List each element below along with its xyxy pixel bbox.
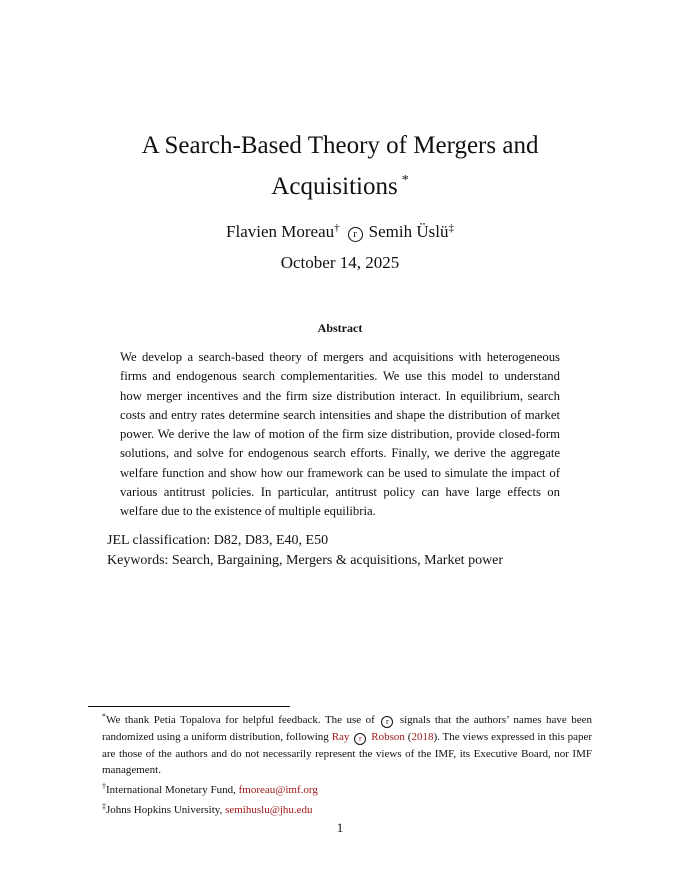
abstract-text: We develop a search-based theory of mergers and acquisitions with heterogeneous firms and endogenous search complementarities. We use this model to understand how merger incentives and the firm size distribution interact. In equilibrium, search costs and entry rates determine search intensities and shape the distribution of market power. We derive the law of motion of the firm size distribution, provide closed-form solutions, and solve for endogenous search efforts. Finally, we derive the aggregate welfare function and show how our framework can be used to simulate the impact of various antitrust policies. In particular, antitrust policy can have large effects on welfare due to the existence of multiple equilibria. <box>120 350 560 519</box>
footnote-ddagger-text: Johns Hopkins University, <box>106 803 223 816</box>
page-number: 1 <box>336 820 344 835</box>
footnote-star-text-c: The views expressed in this paper are those of the authors and do not necessarily represent the views of the IMF, its Executive Board, nor IMF management. <box>102 730 593 777</box>
footnote-star: *We thank Petia Topalova for helpful feedback. The use of r signals that the authors’ names have been randomized using a uniform distribution, following Ray r Robson (2018). The views expressed in this paper are those of the authors and do not necessarily represent the views of the IMF, its Executive Board, nor IMF management. <box>102 712 593 777</box>
footnote-ddagger <box>88 799 592 819</box>
citation-author-a: Ray <box>331 730 350 743</box>
footnote-rule <box>88 706 290 707</box>
footnote-star-mark: * <box>102 712 106 721</box>
footnote-star-text-a: We thank Petia Topalova for helpful feedback. The use of <box>106 714 375 726</box>
citation-link-ray-robson[interactable] <box>332 731 405 743</box>
title-line-2-text: Acquisitions <box>271 173 398 200</box>
footnotes <box>88 709 592 819</box>
randomized-order-icon: r <box>348 227 363 242</box>
paper-title <box>0 128 680 204</box>
footnote-dagger <box>88 779 592 799</box>
paper-date: October 14, 2025 <box>280 253 400 272</box>
author-second-affiliation-mark: ‡ <box>448 222 454 234</box>
citation-author-b: Robson <box>371 730 405 743</box>
jel-classification: JEL classification: D82, D83, E40, E50 <box>107 533 329 548</box>
title-line-1: A Search-Based Theory of Mergers and <box>141 132 539 159</box>
email-link-moreau[interactable]: fmoreau@imf.org <box>238 784 318 797</box>
randomized-order-icon: r <box>381 716 393 728</box>
title-footnote-mark: * <box>401 173 409 188</box>
keywords: Keywords: Search, Bargaining, Mergers & acquisitions, Market power <box>107 553 504 568</box>
citation-year-link[interactable]: 2018 <box>411 730 434 743</box>
author-list <box>0 216 680 244</box>
author-first: Flavien Moreau <box>226 222 335 241</box>
author-first-affiliation-mark: † <box>334 222 340 234</box>
footnote-dagger-text: International Monetary Fund, <box>106 784 236 797</box>
randomized-order-icon: r <box>354 733 366 745</box>
author-second: Semih Üslü <box>368 222 449 241</box>
title-line-2 <box>0 163 680 204</box>
footnote-star-text-b: signals that the authors’ names have been randomized using a uniform distribution, following <box>102 714 593 743</box>
footnote-ddagger-mark: ‡ <box>102 801 106 811</box>
email-link-uslu[interactable]: semihuslu@jhu.edu <box>225 803 313 816</box>
abstract-heading: Abstract <box>317 321 363 335</box>
footnote-dagger-mark: † <box>102 782 106 792</box>
